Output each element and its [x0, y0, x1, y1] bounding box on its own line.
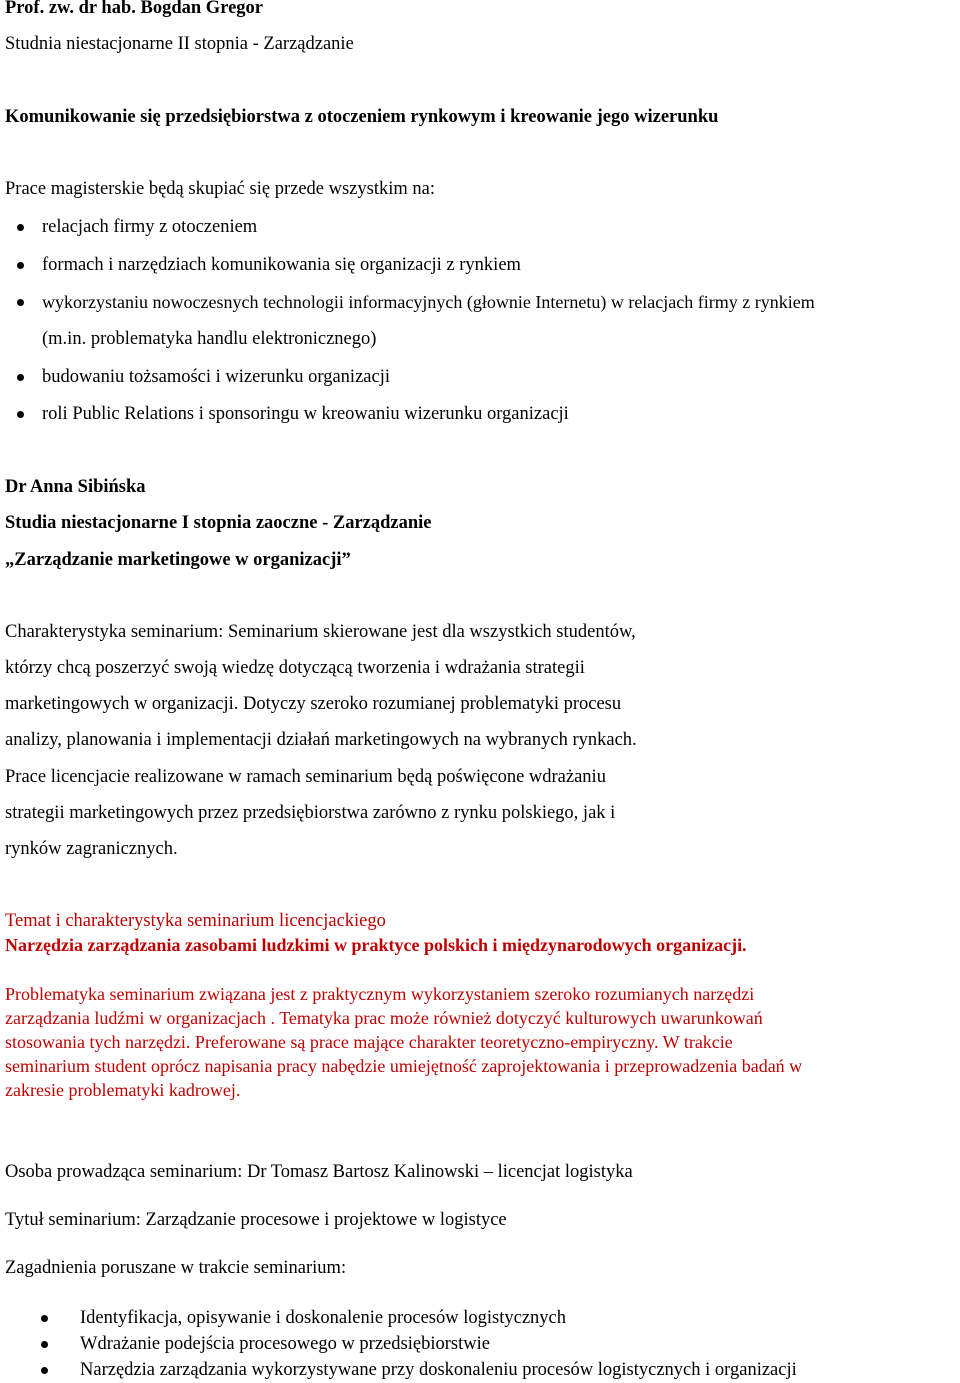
study-program: Studnia niestacjonarne II stopnia - Zarządzanie [5, 34, 354, 54]
list-item: Wdrażanie podejścia procesowego w przedsiębiorstwie [80, 1334, 490, 1354]
bullet-icon [17, 374, 24, 381]
author-name: Prof. zw. dr hab. Bogdan Gregor [5, 0, 263, 18]
seminar-title: Narzędzia zarządzania zasobami ludzkimi w praktyce polskich i międzynarodowych organizacji. [5, 935, 747, 955]
bullet-icon [41, 1367, 48, 1374]
seminar-title: Tytuł seminarium: Zarządzanie procesowe i projektowe w logistyce [5, 1210, 507, 1230]
bullet-icon [41, 1341, 48, 1348]
seminar-title: „Zarządzanie marketingowe w organizacji” [5, 550, 351, 570]
bullet-icon [17, 224, 24, 231]
description-line: strategii marketingowych przez przedsiębiorstwa zarówno z rynku polskiego, jak i [5, 803, 616, 823]
description-line: rynków zagranicznych. [5, 839, 178, 859]
list-item: roli Public Relations i sponsoringu w kreowaniu wizerunku organizacji [42, 404, 569, 424]
bullet-icon [17, 411, 24, 418]
bullet-icon [17, 262, 24, 269]
description-line: zakresie problematyki kadrowej. [5, 1080, 241, 1100]
description-line: marketingowych w organizacji. Dotyczy szeroko rozumianej problematyki procesu [5, 694, 622, 714]
description-line: stosowania tych narzędzi. Preferowane są prace mające charakter teoretyczno-empiryczny. W trakcie [5, 1032, 733, 1052]
description-line: Problematyka seminarium związana jest z praktycznym wykorzystaniem szeroko rozumianych narzędzi [5, 984, 755, 1004]
seminar-title: Komunikowanie się przedsiębiorstwa z otoczeniem rynkowym i kreowanie jego wizerunku [5, 107, 719, 127]
list-item-continuation: (m.in. problematyka handlu elektronicznego) [42, 329, 377, 349]
list-item: Narzędzia zarządzania wykorzystywane przy doskonaleniu procesów logistycznych i organizacji [80, 1360, 797, 1380]
list-item: wykorzystaniu nowoczesnych technologii informacyjnych (głownie Internetu) w relacjach firmy z rynkiem [42, 292, 815, 312]
author-name: Dr Anna Sibińska [5, 477, 146, 497]
topics-label: Zagadnienia poruszane w trakcie seminarium: [5, 1258, 347, 1278]
list-item: relacjach firmy z otoczeniem [42, 217, 258, 237]
description-line: zarządzania ludźmi w organizacjach . Tematyka prac może również dotyczyć kulturowych uwarunkowań [5, 1008, 763, 1028]
bullet-icon [41, 1315, 48, 1322]
list-item: Identyfikacja, opisywanie i doskonalenie procesów logistycznych [80, 1308, 566, 1328]
seminar-lead: Osoba prowadząca seminarium: Dr Tomasz Bartosz Kalinowski – licencjat logistyka [5, 1162, 633, 1182]
description-line: którzy chcą poszerzyć swoją wiedzę dotyczącą tworzenia i wdrażania strategii [5, 658, 585, 678]
list-item: budowaniu tożsamości i wizerunku organizacji [42, 367, 390, 387]
description-line: Prace licencjacie realizowane w ramach seminarium będą poświęcone wdrażaniu [5, 767, 606, 787]
intro-text: Prace magisterskie będą skupiać się przede wszystkim na: [5, 179, 435, 199]
study-program: Studia niestacjonarne I stopnia zaoczne - Zarządzanie [5, 513, 432, 533]
description-line: Charakterystyka seminarium: Seminarium skierowane jest dla wszystkich studentów, [5, 622, 636, 642]
description-line: seminarium student oprócz napisania pracy nabędzie umiejętność zaprojektowania i przeprowadzenia badań w [5, 1056, 803, 1076]
description-line: analizy, planowania i implementacji działań marketingowych na wybranych rynkach. [5, 730, 637, 750]
list-item: formach i narzędziach komunikowania się organizacji z rynkiem [42, 255, 521, 275]
bullet-icon [17, 299, 24, 306]
section-heading: Temat i charakterystyka seminarium licencjackiego [5, 911, 386, 931]
